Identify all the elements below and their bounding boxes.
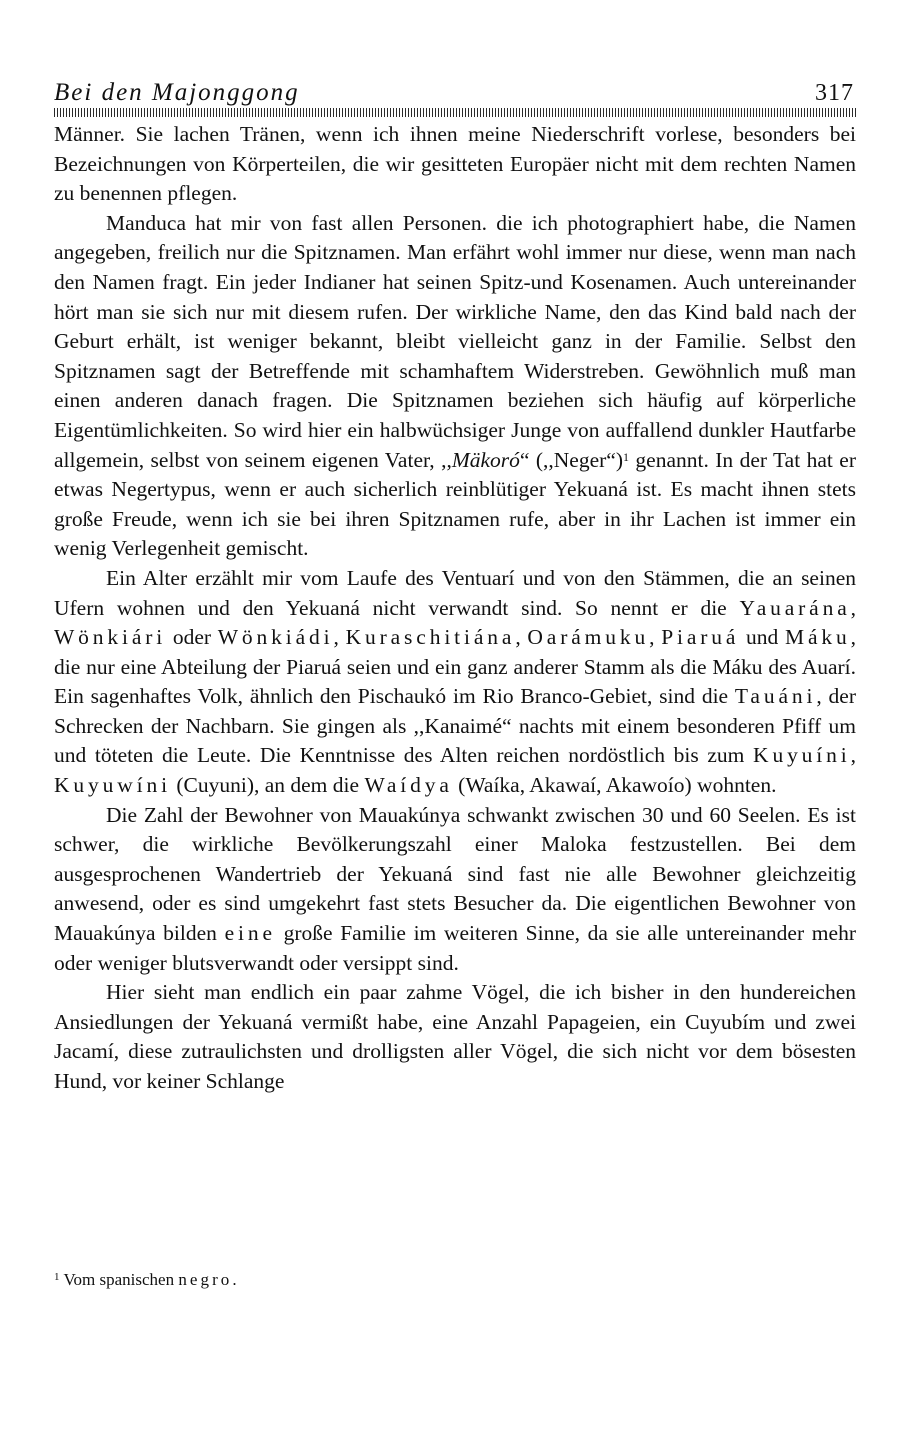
paragraph-3-text: (Cuyuni), an dem die xyxy=(170,773,365,798)
paragraph-3-text: Ein Alter erzählt mir vom Laufe des Ventuarí und von den Stämmen, die an seinen Ufern wohnen und den Yekuaná nicht verwandt sind. So nennt er die xyxy=(54,565,856,620)
emphasized-word: eine xyxy=(224,921,276,946)
footnote-mark: 1 xyxy=(54,1271,60,1283)
river-name: Kuyuíni xyxy=(753,743,851,768)
nickname-makoro: Mäkoró xyxy=(451,447,520,472)
paragraph-3-text: und xyxy=(739,625,785,650)
paragraph-3-text: oder xyxy=(166,625,218,650)
footnote-text: . xyxy=(232,1270,237,1289)
paragraph-3-text: , xyxy=(333,625,346,650)
paragraph-2 xyxy=(54,209,856,564)
paragraph-3-text: (Waíka, Akawaí, Akawoío) wohnten. xyxy=(452,773,777,798)
footnote-text: Vom spanischen xyxy=(59,1270,179,1289)
paragraph-4-text: große Familie im weiteren Sinne, da sie alle untereinander mehr oder weniger blutsverwandt oder versippt sind. xyxy=(54,921,856,975)
paragraph-3-text: , die nur eine Abteilung der Piaruá seien und ein ganz anderer Stamm als die Máku des Auarí. Ein sagenhaftes Volk, ähnlich den Pischaukó im Rio Branco-Gebiet, sind die xyxy=(54,625,857,709)
tribe-name: Yauarána xyxy=(739,595,851,620)
tribe-name: Waídya xyxy=(364,773,453,798)
paragraph-2-text-c: genannt. In der Tat hat er etwas Negertypus, wenn er auch sicherlich reinblütiger Yekuaná ist. Es macht ihnen stets große Freude, wenn ich sie bei ihren Spitznamen rufe, aber in ihr Lachen ist immer ein wenig Verlegenheit gemischt. xyxy=(54,447,856,561)
paragraph-3-text: , xyxy=(850,743,856,768)
paragraph-3-text: , xyxy=(649,625,662,650)
tribe-name: Tauáni xyxy=(734,684,817,709)
tribe-name: Máku xyxy=(785,625,851,650)
footnote-reference[interactable]: 1 xyxy=(623,449,629,464)
river-name: Kuyuwíni xyxy=(54,773,171,798)
paragraph-2-text-b: “ (,,Neger“) xyxy=(519,447,623,472)
footnote xyxy=(54,1269,856,1291)
tribe-name: Piaruá xyxy=(661,625,740,650)
page-number: 317 xyxy=(815,80,854,106)
page-header xyxy=(54,78,854,108)
running-title: Bei den Majonggong xyxy=(54,79,300,106)
tribe-name: Kuraschitiána xyxy=(345,625,516,650)
paragraph-3 xyxy=(54,564,856,801)
paragraph-3-text: , xyxy=(515,625,528,650)
paragraph-3-text: , xyxy=(850,595,856,620)
header-rule xyxy=(54,108,856,117)
tribe-name: Wönkiádi xyxy=(217,625,334,650)
tribe-name: Wönkiári xyxy=(54,625,167,650)
body-text xyxy=(54,120,856,1097)
paragraph-4-text: Die Zahl der Bewohner von Mauakúnya schwankt zwischen 30 und 60 Seelen. Es ist schwer, die wirkliche Bevölkerungszahl einer Maloka festzustellen. Bei dem ausgesprochenen Wandertrieb der Yekuaná sind fast nie alle Bewohner gleichzeitig anwesend, oder es sind umgekehrt fast stets Besucher da. Die eigentlichen Bewohner von Mauakúnya bilden xyxy=(54,802,856,946)
footnote-emphasized-word: negro xyxy=(178,1270,233,1289)
paragraph-1: Männer. Sie lachen Tränen, wenn ich ihnen meine Niederschrift vorlese, besonders bei Bezeichnungen von Körperteilen, die wir gesitteten Europäer nicht mit dem rechten Namen zu benennen pflegen. xyxy=(54,122,856,206)
paragraph-5: Hier sieht man endlich ein paar zahme Vögel, die ich bisher in den hundereichen Ansiedlungen der Yekuaná vermißt habe, eine Anzahl Papageien, ein Cuyubím und zwei Jacamí, diese zutraulichsten und drolligsten aller Vögel, die sich nicht vor dem bösesten Hund, vor keiner Schlange xyxy=(54,980,856,1093)
paragraph-4 xyxy=(54,801,856,979)
paragraph-2-text-a: Manduca hat mir von fast allen Personen. die ich photographiert habe, die Namen angegeben, freilich nur die Spitznamen. Man erfährt wohl immer nur diese, wenn man nach den Namen fragt. Ein jeder Indianer hat seinen Spitz-und Kosenamen. Auch untereinander hört man sie sich nur mit diesem rufen. Der wirkliche Name, den das Kind bald nach der Geburt erhält, ist weniger bekannt, bleibt vielleicht ganz in der Familie. Selbst den Spitznamen sagt der Betreffende mit schamhaftem Widerstreben. Gewöhnlich muß man einen anderen danach fragen. Die Spitznamen beziehen sich häufig auf körperliche Eigentümlichkeiten. So wird hier ein halbwüchsiger Junge von auffallend dunkler Hautfarbe allgemein, selbst von seinem eigenen Vater, ,, xyxy=(54,210,856,472)
paragraph-3-text: , der Schrecken der Nachbarn. Sie gingen als ,,Kanaimé“ nachts mit einem besonderen Pfiff um und töteten die Leute. Die Kenntnisse des Alten reichen nordöstlich bis zum xyxy=(54,684,856,768)
tribe-name: Oarámuku xyxy=(527,625,650,650)
